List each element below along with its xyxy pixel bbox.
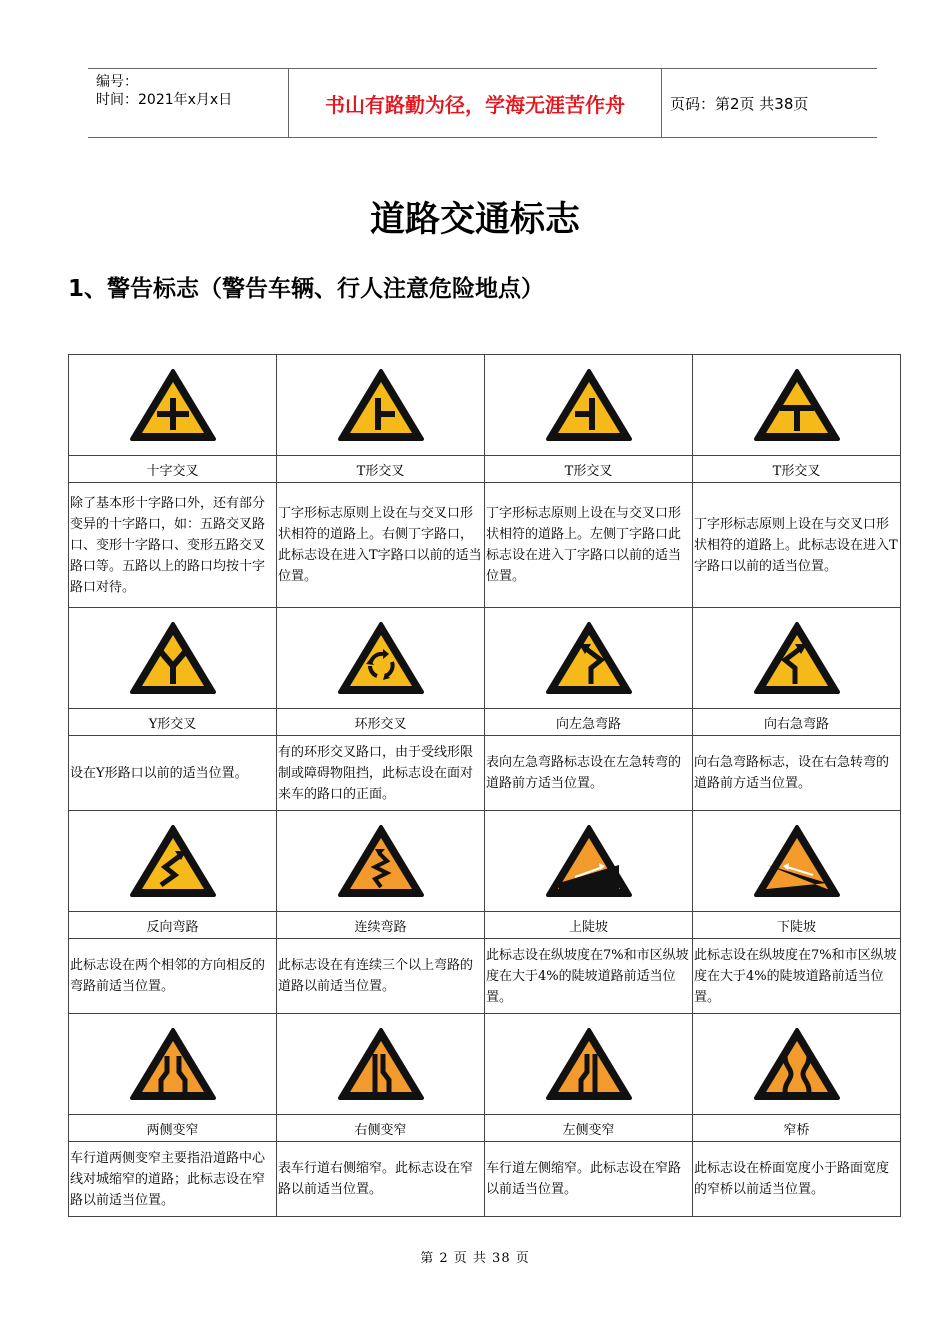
crossroad-sign-icon [129,365,217,445]
header-motto: 书山有路勤为径，学海无涯苦作舟 [288,69,662,137]
sharp-left-curve-sign-icon [545,618,633,698]
reverse-curve-sign-icon [129,821,217,901]
sign-cell [69,608,277,709]
header-page-info: 页码：第2页 共38页 [670,94,809,113]
sign-description: 丁字形标志原则上设在与交叉口形状相符的道路上。左侧丁字路口此标志设在进入丁字路口以前的适当位置。 [485,483,693,608]
sign-description: 向右急弯路标志，设在右急转弯的道路前方适当位置。 [693,736,901,811]
sign-name: 反向弯路 [69,912,277,939]
sign-name: 右侧变窄 [277,1115,485,1142]
sign-name: Y形交叉 [69,709,277,736]
sign-name: 左侧变窄 [485,1115,693,1142]
sign-cell [693,608,901,709]
sign-description: 设在Y形路口以前的适当位置。 [69,736,277,811]
sign-name: 向右急弯路 [693,709,901,736]
steep-ascent-sign-icon [545,821,633,901]
steep-descent-sign-icon [753,821,841,901]
sign-name: 下陡坡 [693,912,901,939]
section-heading: 1、警告标志（警告车辆、行人注意危险地点） [68,276,545,302]
page-title: 道路交通标志 [369,200,580,240]
sign-cell [277,1014,485,1115]
sign-name: T形交叉 [277,456,485,483]
t-junction-left-sign-icon [545,365,633,445]
page-footer: 第 2 页 共 38 页 [420,1251,530,1266]
sign-name: 上陡坡 [485,912,693,939]
sign-description: 有的环形交叉路口，由于受线形限制或障碍物阻挡，此标志设在面对来车的路口的正面。 [277,736,485,811]
t-junction-sign-icon [753,365,841,445]
sign-description: 此标志设在两个相邻的方向相反的弯路前适当位置。 [69,939,277,1014]
doc-number: 编号： [96,74,138,90]
warning-signs-table [68,354,901,1217]
page-header [88,68,877,138]
header-meta [96,73,232,109]
road-narrows-both-sides-sign-icon [129,1024,217,1104]
sign-cell [693,1014,901,1115]
y-junction-sign-icon [129,618,217,698]
winding-road-sign-icon [337,821,425,901]
sign-cell [69,1014,277,1115]
sign-cell [69,811,277,912]
sign-name: T形交叉 [693,456,901,483]
sign-name: 向左急弯路 [485,709,693,736]
sharp-right-curve-sign-icon [753,618,841,698]
sign-cell [693,811,901,912]
sign-cell [69,355,277,456]
sign-description: 表向左急弯路标志设在左急转弯的道路前方适当位置。 [485,736,693,811]
roundabout-sign-icon [337,618,425,698]
sign-description: 除了基本形十字路口外，还有部分变异的十字路口，如：五路交叉路口、变形十字路口、变形五路交叉路口等。五路以上的路口均按十字路口对待。 [69,483,277,608]
sign-description: 此标志设在有连续三个以上弯路的道路以前适当位置。 [277,939,485,1014]
doc-date: 时间：2021年x月x日 [96,92,233,108]
sign-description: 丁字形标志原则上设在与交叉口形状相符的道路上。右侧丁字路口，此标志设在进入T字路口以前的适当位置。 [277,483,485,608]
sign-cell [485,1014,693,1115]
sign-description: 此标志设在纵坡度在7%和市区纵坡度在大于4%的陡坡道路前适当位置。 [693,939,901,1014]
sign-cell [693,355,901,456]
sign-description: 此标志设在纵坡度在7%和市区纵坡度在大于4%的陡坡道路前适当位置。 [485,939,693,1014]
sign-description: 表车行道右侧缩窄。此标志设在窄路以前适当位置。 [277,1142,485,1217]
sign-name: 连续弯路 [277,912,485,939]
sign-description: 车行道左侧缩窄。此标志设在窄路以前适当位置。 [485,1142,693,1217]
sign-cell [277,355,485,456]
sign-name: 环形交叉 [277,709,485,736]
sign-name: 窄桥 [693,1115,901,1142]
road-narrows-left-sign-icon [545,1024,633,1104]
sign-cell [485,608,693,709]
sign-name: 十字交叉 [69,456,277,483]
sign-cell [485,811,693,912]
sign-cell [277,608,485,709]
sign-name: 两侧变窄 [69,1115,277,1142]
sign-description: 丁字形标志原则上设在与交叉口形状相符的道路上。此标志设在进入T字路口以前的适当位置。 [693,483,901,608]
sign-description: 车行道两侧变窄主要指沿道路中心线对城缩窄的道路；此标志设在窄路以前适当位置。 [69,1142,277,1217]
sign-cell [277,811,485,912]
sign-description: 此标志设在桥面宽度小于路面宽度的窄桥以前适当位置。 [693,1142,901,1217]
sign-cell [485,355,693,456]
road-narrows-right-sign-icon [337,1024,425,1104]
t-junction-right-sign-icon [337,365,425,445]
sign-name: T形交叉 [485,456,693,483]
narrow-bridge-sign-icon [753,1024,841,1104]
